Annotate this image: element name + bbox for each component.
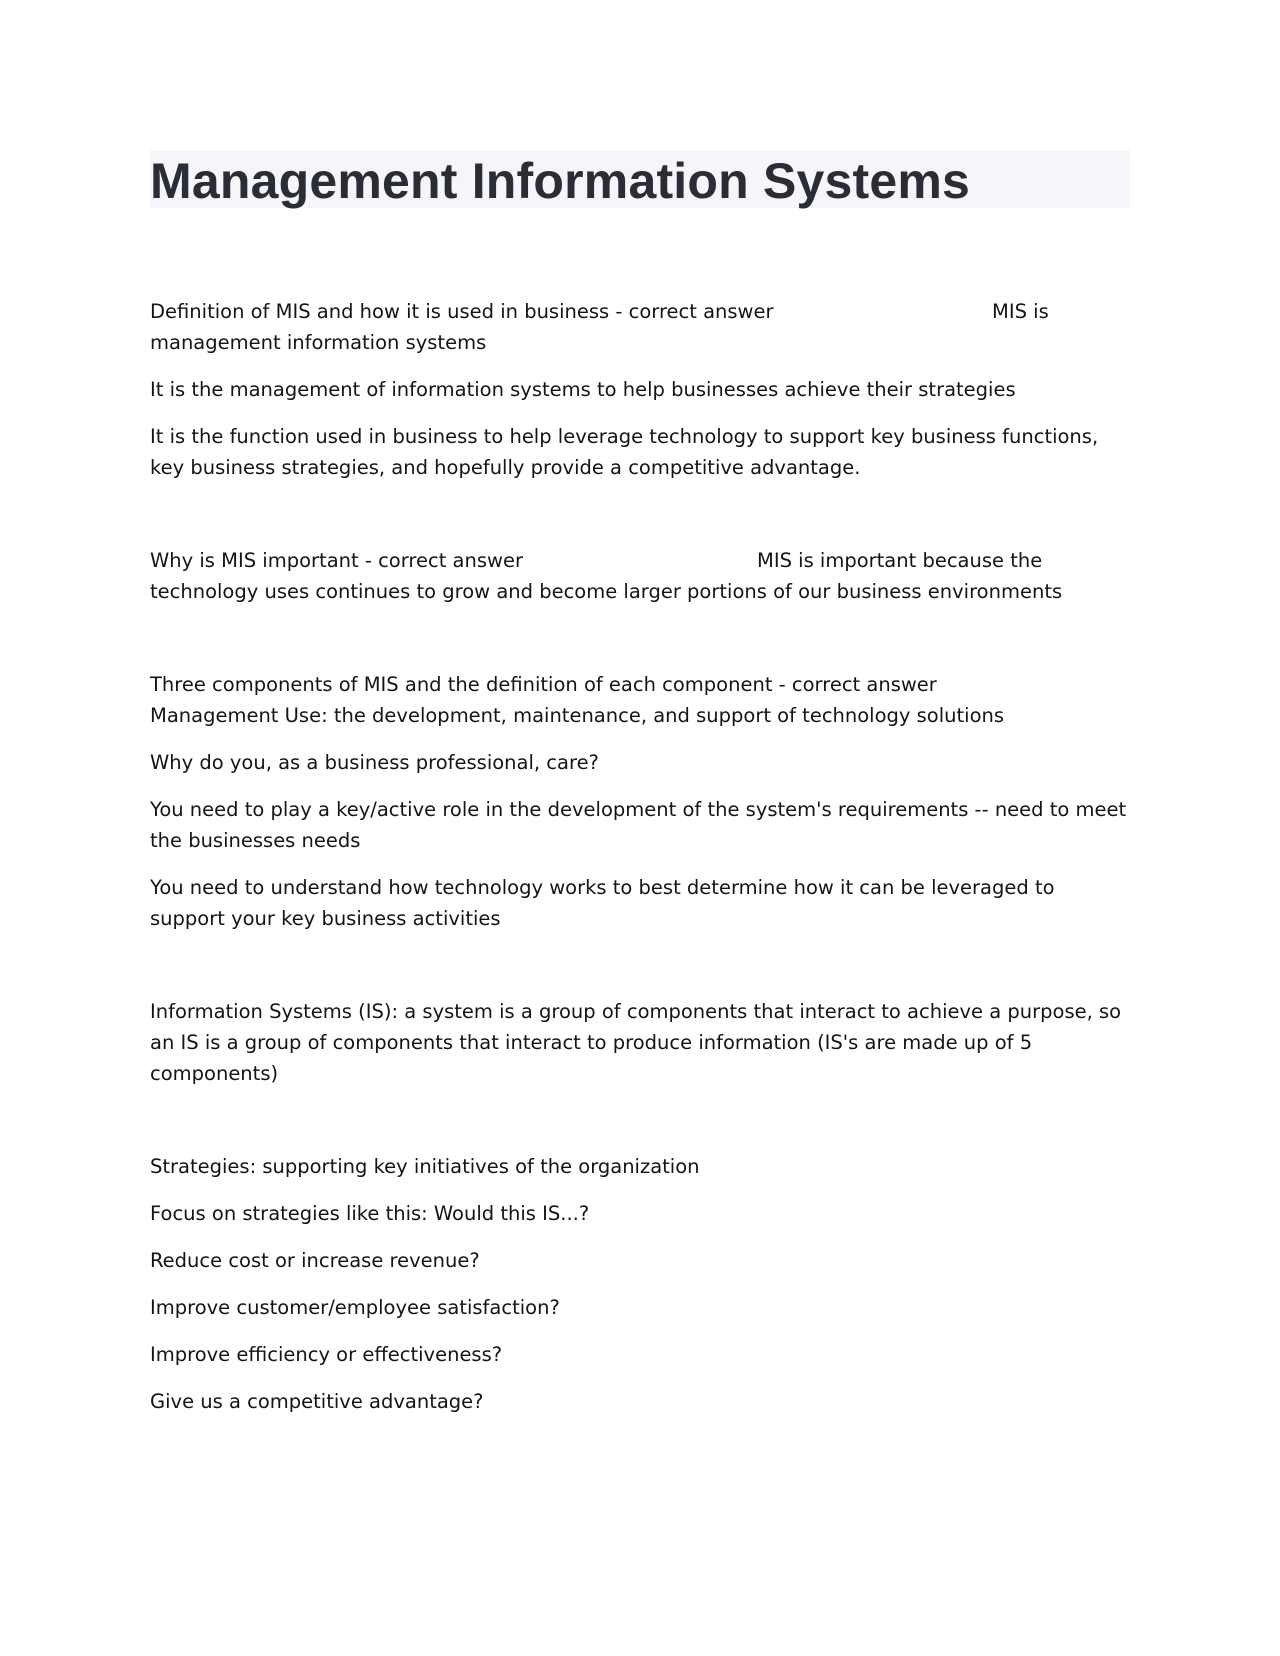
section-mis-importance — [150, 545, 1130, 607]
section-mis-definition — [150, 296, 1130, 483]
paragraph: Reduce cost or increase revenue? — [150, 1249, 480, 1272]
paragraph: Improve efficiency or effectiveness? — [150, 1343, 503, 1366]
answer-start-text: MIS is — [992, 300, 1049, 323]
paragraph: Information Systems (IS): a system is a group of components that interact to achieve a purpose, so an IS is a group of components that interact to produce information (IS's are made up of 5 components) — [150, 1000, 1122, 1085]
section-strategies — [150, 1151, 1130, 1417]
paragraph: Give us a competitive advantage? — [150, 1390, 484, 1413]
paragraph: You need to play a key/active role in the development of the system's requirements -- need to meet the businesses needs — [150, 798, 1127, 852]
document-page — [150, 150, 1130, 1417]
paragraph: Strategies: supporting key initiatives of the organization — [150, 1155, 700, 1178]
question-line — [150, 545, 1130, 576]
question-text: Definition of MIS and how it is used in business - correct answer — [150, 300, 774, 323]
title-banner — [150, 150, 1130, 208]
paragraph: You need to understand how technology works to best determine how it can be leveraged to support your key business activities — [150, 876, 1055, 930]
paragraph: Why do you, as a business professional, care? — [150, 751, 599, 774]
answer-text: management information systems — [150, 331, 487, 354]
paragraph: Focus on strategies like this: Would this IS...? — [150, 1202, 590, 1225]
question-text: Three components of MIS and the definition of each component - correct answer — [150, 673, 937, 696]
answer-text: technology uses continues to grow and become larger portions of our business environments — [150, 580, 1063, 603]
page-title: Management Information Systems — [150, 153, 971, 209]
question-line — [150, 296, 1130, 327]
paragraph: It is the function used in business to help leverage technology to support key business functions, key business strategies, and hopefully provide a competitive advantage. — [150, 425, 1099, 479]
paragraph: It is the management of information systems to help businesses achieve their strategies — [150, 378, 1016, 401]
paragraph: Improve customer/employee satisfaction? — [150, 1296, 560, 1319]
answer-text: Management Use: the development, maintenance, and support of technology solutions — [150, 704, 1005, 727]
section-mis-components — [150, 669, 1130, 934]
section-information-systems — [150, 996, 1130, 1089]
question-text: Why is MIS important - correct answer — [150, 549, 523, 572]
answer-start-text: MIS is important because the — [757, 549, 1043, 572]
